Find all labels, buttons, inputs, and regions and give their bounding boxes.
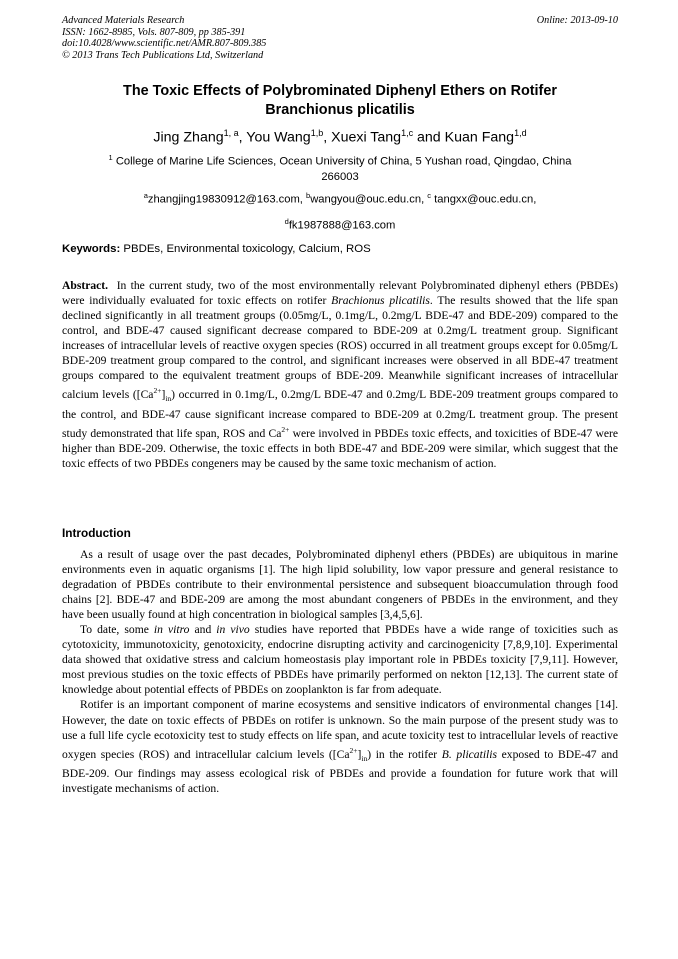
email-d[interactable]: fk1987888@163.com <box>288 219 396 232</box>
in-vitro-term: in vitro <box>153 623 190 637</box>
author-name: You Wang <box>246 129 311 146</box>
author-name: Jing Zhang <box>153 129 224 146</box>
copyright-line: © 2013 Trans Tech Publications Ltd, Switzerland <box>62 49 264 61</box>
intro-paragraph-3 <box>62 697 618 795</box>
affiliation-line-1: College of Marine Life Sciences, Ocean University of China, 5 Yushan road, Qingdao, China <box>115 155 572 168</box>
introduction-heading: Introduction <box>62 526 131 540</box>
ca-superscript: 2+ <box>153 386 162 396</box>
abstract-text-1: In the current study, two of the most environmentally relevant Polybrominated diphenyl ethers (PBDEs) were individually evaluated for toxic effects on rotifer <box>62 279 618 308</box>
author-sup: 1,d <box>514 128 527 138</box>
email-c[interactable]: tangxx@ouc.edu.cn, <box>434 193 537 206</box>
in-subscript: in <box>165 394 172 404</box>
author-list: Jing Zhang$^{1, a}$, You Wang$^{1,b}$, Xuexi Tang$^{1,c}$ and Kuan Fang$^{1,d}$ <box>153 128 527 146</box>
intro-paragraph-1: As a result of usage over the past decades, Polybrominated diphenyl ethers (PBDEs) are ubiquitous in marine environments even in aquatic organisms [1]. The high lipid solubility, low vapor pressure and general resistance to degradation of PBDEs contribute to their environmental persistence and subsequent bioaccumulation through food chains [2]. BDE-47 and BDE-209 are among the most abundant congeners of PBDEs in the environment, and they have been usually found at high concentration in biological samples [3,4,5,6]. <box>62 548 618 622</box>
ca-superscript: 2+ <box>281 424 290 434</box>
bracket-close: ] <box>161 388 166 402</box>
author-sup: 1, a <box>223 128 239 138</box>
email-b[interactable]: wangyou@ouc.edu.cn, <box>310 193 425 206</box>
abstract-text-2: . The results showed that the life span declined significantly in all treatment groups (0.05mg/L, 0.1mg/L, 0.2mg/L BDE-47 and BDE-209) compared to the control, and BDE-47 caused significant decrease compared to BDE-209 at 0.2mg/L treatment group. Significant increases of intracellular levels of reactive oxygen species (ROS) occurred in all treatment groups except for 0.05mg/L BDE-209 treatment group compared to the control, and significant increases were observed in all BDE-47 treatment groups compared to the equivalent treatment groups of BDE-209. Meanwhile significant increases of intracellular calcium levels ([Ca <box>62 294 618 402</box>
intro-text: To date, some <box>80 623 154 637</box>
introduction-body <box>62 547 618 796</box>
bracket-close: ] <box>357 747 362 761</box>
intro-text: and <box>189 623 217 637</box>
abstract-species: Brachionus plicatilis <box>331 294 430 308</box>
title-line-2: Branchionus plicatilis <box>265 102 415 118</box>
affiliation-line-2: 266003 <box>321 170 359 183</box>
journal-name: Advanced Materials Research <box>62 15 185 26</box>
issn-line: ISSN: 1662-8985, Vols. 807-809, pp 385-391 <box>62 26 246 38</box>
paper-title <box>62 82 618 120</box>
keywords-label: Keywords: <box>62 243 121 255</box>
abstract-label: Abstract. <box>62 279 109 292</box>
online-date: Online: 2013-09-10 <box>536 15 618 26</box>
abstract-text-3: ) occurred in 0.1mg/L, 0.2mg/L BDE-47 and 0.2mg/L BDE-209 treatment groups compared to the control, and BDE-47 cause significant increase compared to BDE-209 at 0.2mg/L treatment group. The present study demonstrated that life span, ROS and Ca <box>62 388 618 440</box>
intro-text: exposed to BDE-47 and BDE-209. Our findings may assess ecological risk of PBDEs and provide a foundation for future work that will investigate mechanisms of action. <box>62 747 618 795</box>
abstract <box>62 278 618 471</box>
affiliation-sup: 1 <box>108 153 113 162</box>
author-name: Kuan Fang <box>444 129 515 146</box>
in-subscript: in <box>361 753 368 763</box>
intro-text: ) in the rotifer <box>367 747 442 761</box>
abstract-text-4: were involved in PBDEs toxic effects, and toxicities of BDE-47 were higher than BDE-209. Otherwise, the toxic effects in both BDE-47 and BDE-209 were similar, which suggest that the toxic effects of two PBDEs congeners may be caused by the same toxic mechanism of action. <box>62 426 619 470</box>
intro-text: Rotifer is an important component of marine ecosystems and sensitive indicators of environmental changes [14]. However, the date on toxic effects of PBDEs on rotifer is unknown. So the main purpose of the present study was to use a full life cycle ecotoxicity test to study effects on life span, and acute toxicity test to intracellular levels of reactive oxygen species (ROS) and intracellular calcium levels ([Ca <box>62 698 618 761</box>
journal-header <box>62 15 618 61</box>
intro-text: studies have reported that PBDEs have a wide range of toxicities such as cytotoxicity, immunotoxicity, genotoxicity, endocrine disrupting activity and carcinogenicity [7,8,9,10]. Experimental data showed that oxidative stress and calcium homeostasis play important role in PBDEs toxicity [7,9,11]. However, most previous studies on the toxic effects of PBDEs have primarily performed on nekton [12,13]. The current state of knowledge about potential effects of PBDEs on zooplankton is far from adequate. <box>62 623 618 697</box>
title-line-1: The Toxic Effects of Polybrominated Diphenyl Ethers on Rotifer <box>123 83 557 99</box>
ca-superscript: 2+ <box>349 745 358 755</box>
author-name: Xuexi Tang <box>331 129 402 146</box>
species-name: B. plicatilis <box>441 747 498 761</box>
keywords-text: PBDEs, Environmental toxicology, Calcium, ROS <box>123 243 371 255</box>
author-sup: 1,b <box>310 128 324 138</box>
email-a[interactable]: zhangjing19830912@163.com, <box>147 193 303 206</box>
author-emails: $^a$zhangjing19830912@163.com, $^b$wangyou@ouc.edu.cn, $^c$ tangxx@ouc.edu.cn, $^d$fk1987888@163.com <box>143 191 537 232</box>
in-vivo-term: in vivo <box>216 623 250 637</box>
intro-paragraph-2 <box>62 622 618 697</box>
author-sup: 1,c <box>401 128 414 138</box>
affiliation <box>62 150 618 185</box>
keywords <box>62 242 618 257</box>
doi-line: doi:10.4028/www.scientific.net/AMR.807-809.385 <box>62 38 267 50</box>
